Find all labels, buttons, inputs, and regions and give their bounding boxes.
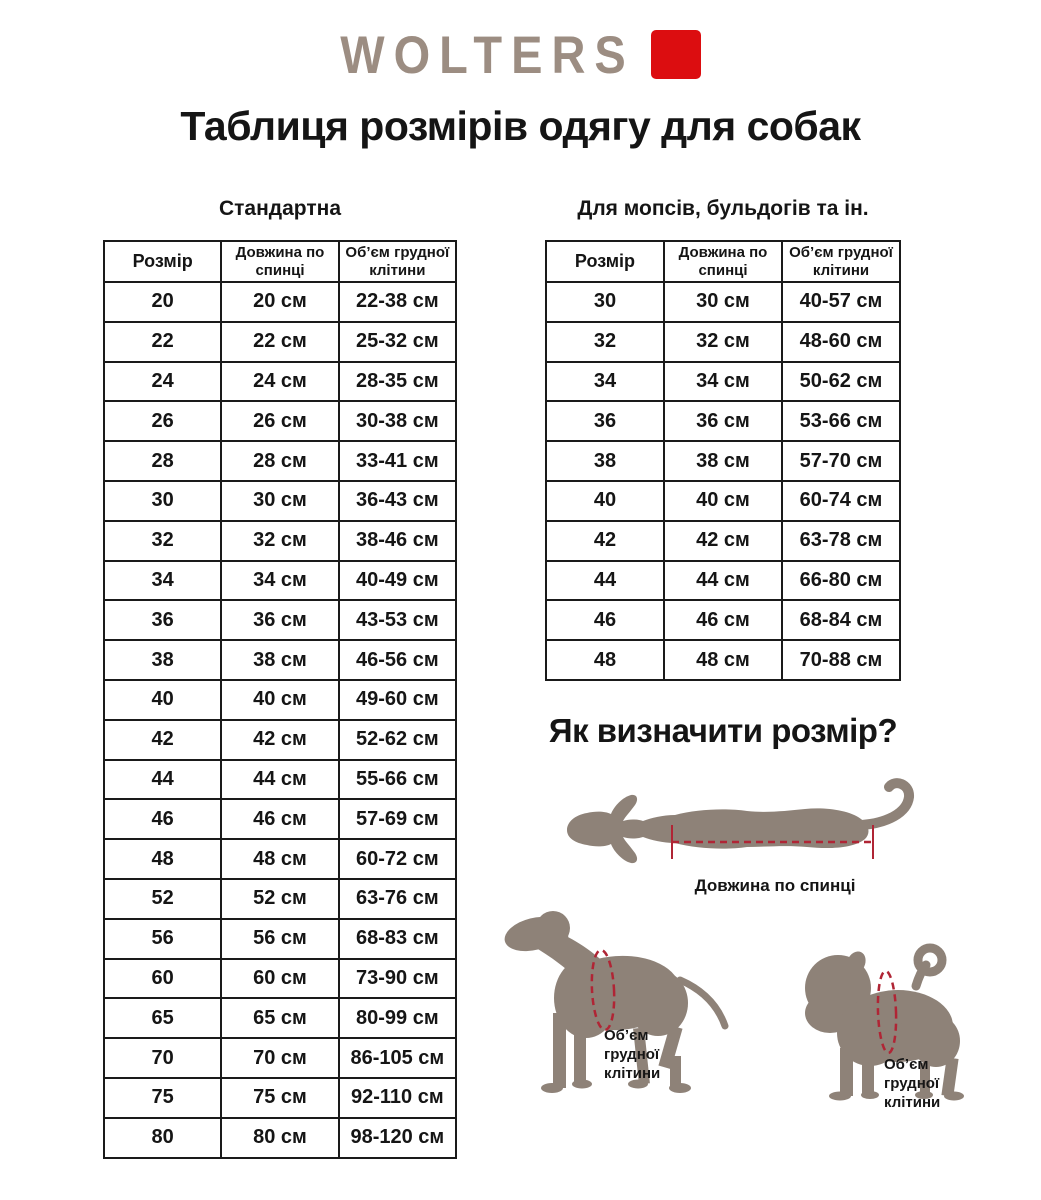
table-cell: 43-53 см	[339, 600, 456, 640]
chest-girth-label	[884, 1055, 940, 1112]
pug-table-title: Для мопсів, бульдогів та ін.	[577, 197, 869, 220]
table-cell: 44	[104, 760, 221, 800]
table-row	[546, 282, 900, 322]
table-cell: 20	[104, 282, 221, 322]
table-cell: 53-66 см	[782, 401, 900, 441]
table-cell: 46-56 см	[339, 640, 456, 680]
table-cell: 36 см	[221, 600, 338, 640]
table-cell: 49-60 см	[339, 680, 456, 720]
table-cell: 38	[546, 441, 664, 481]
table-row	[104, 481, 456, 521]
table-cell: 40-57 см	[782, 282, 900, 322]
table-cell: 60	[104, 959, 221, 999]
table-cell: 60 см	[221, 959, 338, 999]
table-row	[546, 481, 900, 521]
standard-size-table	[103, 240, 457, 1159]
table-row	[546, 401, 900, 441]
table-cell: 26 см	[221, 401, 338, 441]
dog-top-view-illustration	[557, 775, 922, 885]
table-cell: 42	[104, 720, 221, 760]
table-cell: 30	[546, 282, 664, 322]
table-row	[546, 640, 900, 680]
table-row	[104, 720, 456, 760]
table-cell: 36 см	[664, 401, 782, 441]
table-cell: 38 см	[664, 441, 782, 481]
table-cell: 32	[546, 322, 664, 362]
table-cell: 56	[104, 919, 221, 959]
table-row	[104, 600, 456, 640]
table-cell: 60-74 см	[782, 481, 900, 521]
column-header: Довжина по спинці	[221, 241, 338, 282]
table-row	[104, 799, 456, 839]
table-cell: 28 см	[221, 441, 338, 481]
header-row	[104, 241, 456, 282]
table-row	[104, 959, 456, 999]
table-cell: 75 см	[221, 1078, 338, 1118]
measure-guide-heading: Як визначити розмір?	[548, 712, 898, 749]
table-cell: 36	[546, 401, 664, 441]
table-cell: 30	[104, 481, 221, 521]
table-row	[104, 640, 456, 680]
chest-label-line: грудної	[604, 1046, 660, 1063]
table-cell: 52	[104, 879, 221, 919]
table-cell: 86-105 см	[339, 1038, 456, 1078]
table-cell: 42	[546, 521, 664, 561]
table-cell: 46 см	[664, 600, 782, 640]
table-cell: 40 см	[664, 481, 782, 521]
table-cell: 80	[104, 1118, 221, 1158]
chest-label-line: Об’єм	[884, 1056, 929, 1073]
table-cell: 50-62 см	[782, 362, 900, 402]
chest-label-line: Об’єм	[604, 1027, 649, 1044]
table-cell: 42 см	[664, 521, 782, 561]
table-row	[104, 401, 456, 441]
table-cell: 32 см	[664, 322, 782, 362]
table-cell: 40	[104, 680, 221, 720]
table-row	[104, 282, 456, 322]
table-cell: 33-41 см	[339, 441, 456, 481]
column-header: Довжина по спинці	[664, 241, 782, 282]
table-cell: 48	[104, 839, 221, 879]
table-cell: 36	[104, 600, 221, 640]
brand-logo-square-icon	[651, 30, 701, 79]
table-row	[546, 521, 900, 561]
table-cell: 57-69 см	[339, 799, 456, 839]
table-cell: 46	[546, 600, 664, 640]
table-cell: 70-88 см	[782, 640, 900, 680]
table-cell: 66-80 см	[782, 561, 900, 601]
table-cell: 48-60 см	[782, 322, 900, 362]
table-cell: 52 см	[221, 879, 338, 919]
table-cell: 44	[546, 561, 664, 601]
pug-size-section	[545, 196, 901, 681]
table-row	[104, 521, 456, 561]
table-row	[104, 839, 456, 879]
header-row	[546, 241, 900, 282]
table-cell: 70 см	[221, 1038, 338, 1078]
chest-label-line: клітини	[884, 1094, 941, 1111]
table-cell: 52-62 см	[339, 720, 456, 760]
table-cell: 24 см	[221, 362, 338, 402]
table-cell: 48	[546, 640, 664, 680]
table-cell: 70	[104, 1038, 221, 1078]
table-row	[104, 441, 456, 481]
table-cell: 48 см	[221, 839, 338, 879]
table-cell: 56 см	[221, 919, 338, 959]
table-cell: 28	[104, 441, 221, 481]
column-header: Об’єм грудної клітини	[782, 241, 900, 282]
table-cell: 20 см	[221, 282, 338, 322]
table-cell: 65 см	[221, 998, 338, 1038]
table-cell: 57-70 см	[782, 441, 900, 481]
table-cell: 46 см	[221, 799, 338, 839]
table-cell: 46	[104, 799, 221, 839]
table-cell: 28-35 см	[339, 362, 456, 402]
table-cell: 36-43 см	[339, 481, 456, 521]
table-row	[104, 362, 456, 402]
column-header: Об’єм грудної клітини	[339, 241, 456, 282]
table-cell: 75	[104, 1078, 221, 1118]
table-cell: 38-46 см	[339, 521, 456, 561]
table-cell: 98-120 см	[339, 1118, 456, 1158]
table-cell: 40	[546, 481, 664, 521]
table-cell: 34	[104, 561, 221, 601]
table-row	[546, 441, 900, 481]
table-cell: 80 см	[221, 1118, 338, 1158]
table-row	[104, 879, 456, 919]
table-row	[104, 998, 456, 1038]
table-row	[104, 919, 456, 959]
table-cell: 34	[546, 362, 664, 402]
page-title: Таблиця розмірів одягу для собак	[180, 103, 861, 149]
table-row	[546, 561, 900, 601]
column-header: Розмір	[546, 241, 664, 282]
table-cell: 44 см	[221, 760, 338, 800]
standard-table-title: Стандартна	[218, 197, 342, 220]
back-length-label: Довжина по спинці	[694, 876, 856, 895]
table-row	[104, 1118, 456, 1158]
table-cell: 63-76 см	[339, 879, 456, 919]
table-cell: 73-90 см	[339, 959, 456, 999]
chest-label-line: клітини	[604, 1065, 661, 1082]
table-cell: 32 см	[221, 521, 338, 561]
table-cell: 22-38 см	[339, 282, 456, 322]
table-cell: 68-83 см	[339, 919, 456, 959]
table-row	[546, 322, 900, 362]
table-cell: 26	[104, 401, 221, 441]
table-row	[546, 600, 900, 640]
table-cell: 68-84 см	[782, 600, 900, 640]
table-cell: 60-72 см	[339, 839, 456, 879]
brand-logo-text: WOLTERS	[340, 24, 635, 85]
table-cell: 32	[104, 521, 221, 561]
table-cell: 55-66 см	[339, 760, 456, 800]
brand-logo	[0, 24, 1041, 85]
table-cell: 40 см	[221, 680, 338, 720]
table-cell: 30 см	[221, 481, 338, 521]
table-cell: 22 см	[221, 322, 338, 362]
table-cell: 92-110 см	[339, 1078, 456, 1118]
table-row	[104, 1078, 456, 1118]
table-row	[104, 322, 456, 362]
table-row	[104, 561, 456, 601]
chest-girth-label	[604, 1026, 660, 1083]
chest-label-line: грудної	[884, 1075, 940, 1092]
table-cell: 30 см	[664, 282, 782, 322]
table-row	[104, 760, 456, 800]
table-cell: 63-78 см	[782, 521, 900, 561]
table-row	[104, 1038, 456, 1078]
table-cell: 22	[104, 322, 221, 362]
table-cell: 25-32 см	[339, 322, 456, 362]
table-cell: 80-99 см	[339, 998, 456, 1038]
table-cell: 34 см	[221, 561, 338, 601]
table-cell: 38 см	[221, 640, 338, 680]
table-cell: 42 см	[221, 720, 338, 760]
table-cell: 65	[104, 998, 221, 1038]
table-cell: 48 см	[664, 640, 782, 680]
pug-size-table	[545, 240, 901, 681]
table-row	[546, 362, 900, 402]
table-row	[104, 680, 456, 720]
table-cell: 30-38 см	[339, 401, 456, 441]
table-cell: 40-49 см	[339, 561, 456, 601]
table-cell: 24	[104, 362, 221, 402]
table-cell: 38	[104, 640, 221, 680]
column-header: Розмір	[104, 241, 221, 282]
standard-size-section	[103, 196, 457, 1159]
table-cell: 34 см	[664, 362, 782, 402]
table-cell: 44 см	[664, 561, 782, 601]
